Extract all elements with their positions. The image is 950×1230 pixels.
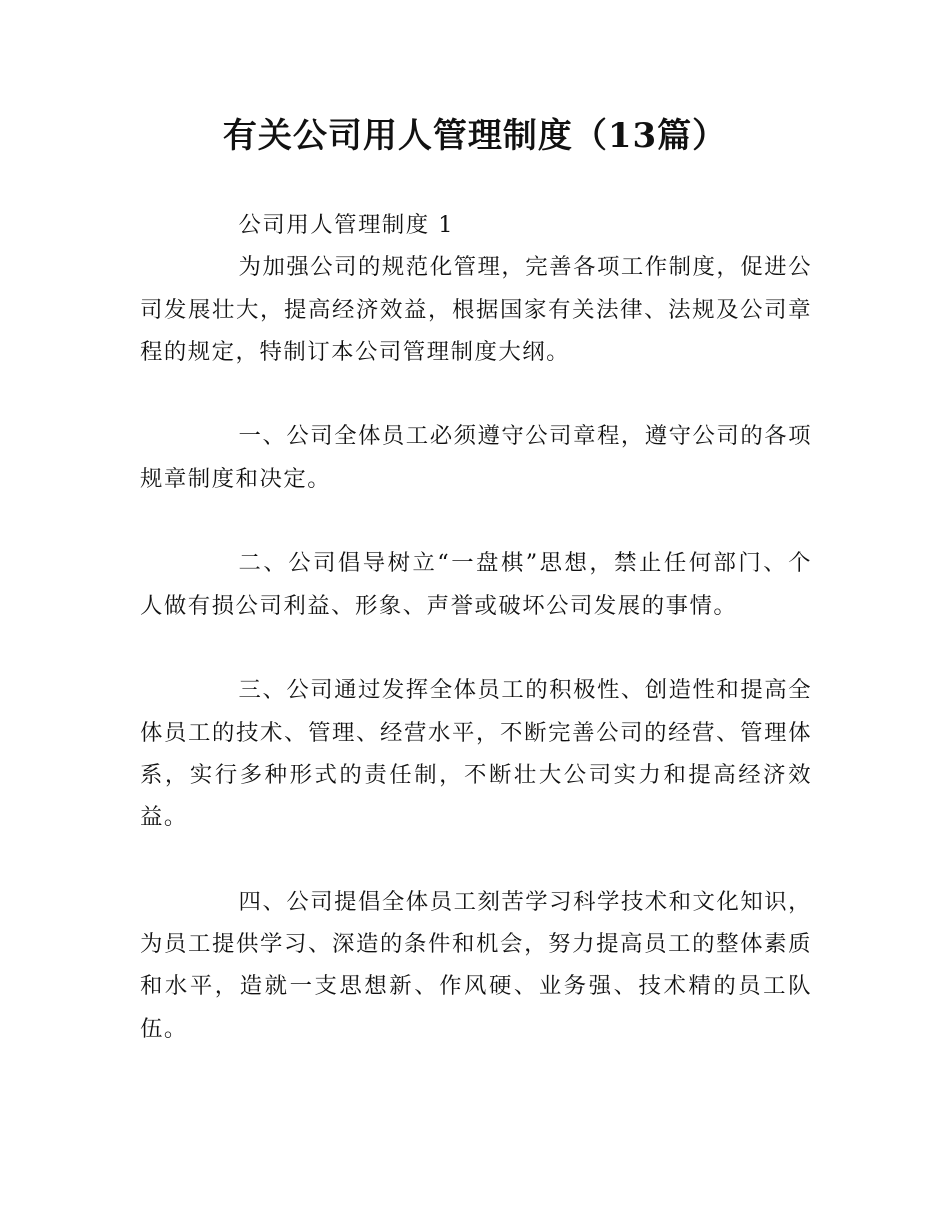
intro-paragraph: 为加强公司的规范化管理，完善各项工作制度，促进公司发展壮大，提高经济效益，根据国家有关法律、法规及公司章程的规定，特制订本公司管理制度大纲。 (140, 254, 812, 365)
rule-paragraph-3: 三、公司通过发挥全体员工的积极性、创造性和提高全体员工的技术、管理、经营水平，不断完善公司的经营、管理体系，实行多种形式的责任制，不断壮大公司实力和提高经济效益。 (140, 677, 812, 831)
rule-paragraph-1: 一、公司全体员工必须遵守公司章程，遵守公司的各项规章制度和决定。 (140, 423, 812, 492)
rule-paragraph-2: 二、公司倡导树立“一盘棋”思想，禁止任何部门、个人做有损公司利益、形象、声誉或破坏公司发展的事情。 (140, 550, 812, 619)
section-subtitle: 公司用人管理制度 1 (238, 212, 455, 238)
document-body (140, 204, 812, 1050)
document-title: 有关公司用人管理制度（13篇） (222, 116, 728, 156)
rule-paragraph-4: 四、公司提倡全体员工刻苦学习科学技术和文化知识，为员工提供学习、深造的条件和机会，努力提高员工的整体素质和水平，造就一支思想新、作风硬、业务强、技术精的员工队伍。 (140, 888, 812, 1042)
